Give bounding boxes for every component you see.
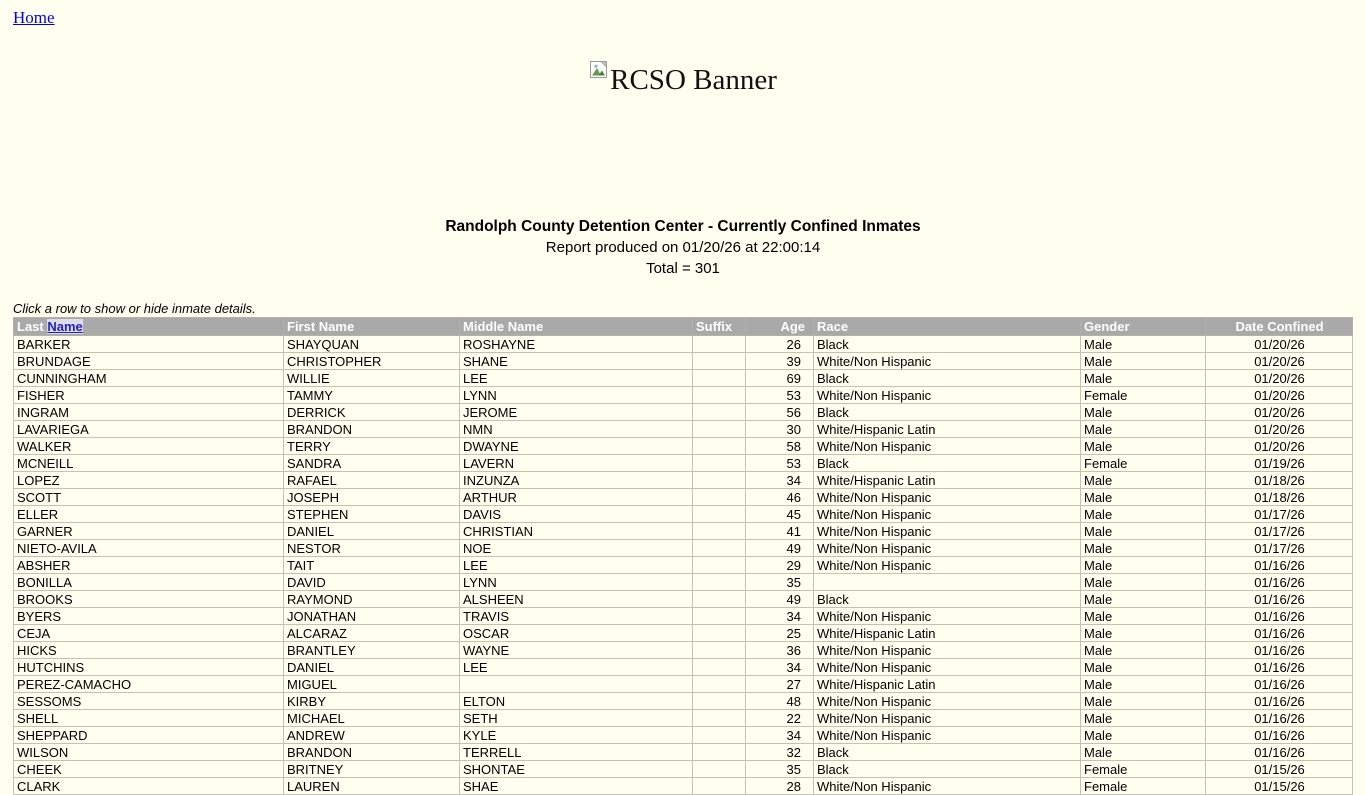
- cell-age: 34: [746, 659, 814, 676]
- cell-middle: LEE: [460, 557, 693, 574]
- table-row[interactable]: [14, 540, 1353, 557]
- cell-race: White/Non Hispanic: [814, 506, 1081, 523]
- cell-last: CUNNINGHAM: [14, 370, 284, 387]
- cell-race: White/Non Hispanic: [814, 557, 1081, 574]
- cell-last: GARNER: [14, 523, 284, 540]
- cell-middle: LAVERN: [460, 455, 693, 472]
- cell-last: SHELL: [14, 710, 284, 727]
- table-row[interactable]: [14, 472, 1353, 489]
- cell-date: 01/16/26: [1206, 727, 1353, 744]
- cell-age: 48: [746, 693, 814, 710]
- table-row[interactable]: [14, 591, 1353, 608]
- cell-last: PEREZ-CAMACHO: [14, 676, 284, 693]
- cell-race: White/Non Hispanic: [814, 540, 1081, 557]
- table-row[interactable]: [14, 574, 1353, 591]
- cell-gender: Male: [1081, 591, 1206, 608]
- cell-age: 28: [746, 778, 814, 795]
- cell-gender: Male: [1081, 676, 1206, 693]
- cell-middle: SHANE: [460, 353, 693, 370]
- cell-last: ELLER: [14, 506, 284, 523]
- cell-middle: SETH: [460, 710, 693, 727]
- cell-last: NIETO-AVILA: [14, 540, 284, 557]
- table-row[interactable]: [14, 523, 1353, 540]
- sort-by-name-link[interactable]: Name: [47, 319, 83, 334]
- cell-date: 01/15/26: [1206, 778, 1353, 795]
- cell-date: 01/20/26: [1206, 404, 1353, 421]
- cell-race: Black: [814, 744, 1081, 761]
- cell-first: DANIEL: [284, 523, 460, 540]
- cell-gender: Male: [1081, 438, 1206, 455]
- cell-date: 01/20/26: [1206, 336, 1353, 353]
- table-row[interactable]: [14, 744, 1353, 761]
- cell-middle: LEE: [460, 659, 693, 676]
- cell-race: White/Non Hispanic: [814, 608, 1081, 625]
- cell-race: White/Non Hispanic: [814, 438, 1081, 455]
- header-last-prefix: Last: [17, 319, 44, 334]
- row-click-instruction: Click a row to show or hide inmate details.: [13, 301, 256, 316]
- cell-middle: ELTON: [460, 693, 693, 710]
- cell-middle: LEE: [460, 370, 693, 387]
- cell-gender: Male: [1081, 574, 1206, 591]
- cell-date: 01/20/26: [1206, 438, 1353, 455]
- cell-date: 01/16/26: [1206, 574, 1353, 591]
- cell-race: Black: [814, 370, 1081, 387]
- cell-age: 69: [746, 370, 814, 387]
- cell-date: 01/16/26: [1206, 642, 1353, 659]
- cell-date: 01/16/26: [1206, 608, 1353, 625]
- cell-last: BRUNDAGE: [14, 353, 284, 370]
- cell-suffix: [693, 472, 746, 489]
- cell-gender: Male: [1081, 608, 1206, 625]
- cell-gender: Male: [1081, 693, 1206, 710]
- cell-last: SCOTT: [14, 489, 284, 506]
- inmate-table-body: [14, 336, 1353, 795]
- cell-last: HICKS: [14, 642, 284, 659]
- cell-suffix: [693, 676, 746, 693]
- header-race: Race: [814, 318, 1081, 336]
- table-row[interactable]: [14, 404, 1353, 421]
- cell-race: White/Hispanic Latin: [814, 421, 1081, 438]
- cell-gender: Male: [1081, 625, 1206, 642]
- cell-last: CEJA: [14, 625, 284, 642]
- cell-middle: KYLE: [460, 727, 693, 744]
- cell-date: 01/18/26: [1206, 489, 1353, 506]
- cell-race: Black: [814, 336, 1081, 353]
- cell-middle: WAYNE: [460, 642, 693, 659]
- cell-gender: Female: [1081, 778, 1206, 795]
- cell-age: 29: [746, 557, 814, 574]
- cell-age: 26: [746, 336, 814, 353]
- cell-last: LAVARIEGA: [14, 421, 284, 438]
- cell-age: 46: [746, 489, 814, 506]
- cell-first: MICHAEL: [284, 710, 460, 727]
- cell-age: 36: [746, 642, 814, 659]
- cell-first: KIRBY: [284, 693, 460, 710]
- cell-age: 56: [746, 404, 814, 421]
- cell-date: 01/20/26: [1206, 421, 1353, 438]
- cell-race: White/Hispanic Latin: [814, 625, 1081, 642]
- cell-first: DANIEL: [284, 659, 460, 676]
- cell-middle: DAVIS: [460, 506, 693, 523]
- table-row[interactable]: [14, 506, 1353, 523]
- cell-gender: Female: [1081, 761, 1206, 778]
- cell-middle: SHONTAE: [460, 761, 693, 778]
- cell-suffix: [693, 557, 746, 574]
- cell-first: ANDREW: [284, 727, 460, 744]
- banner-alt-text: RCSO Banner: [610, 64, 777, 96]
- cell-age: 25: [746, 625, 814, 642]
- cell-suffix: [693, 642, 746, 659]
- banner: [13, 64, 1353, 104]
- cell-last: LOPEZ: [14, 472, 284, 489]
- cell-suffix: [693, 404, 746, 421]
- title-block: [13, 216, 1353, 279]
- cell-age: 49: [746, 591, 814, 608]
- cell-age: 34: [746, 727, 814, 744]
- cell-age: 53: [746, 455, 814, 472]
- cell-suffix: [693, 540, 746, 557]
- cell-date: 01/16/26: [1206, 591, 1353, 608]
- cell-middle: OSCAR: [460, 625, 693, 642]
- header-date-confined: Date Confined: [1206, 318, 1353, 336]
- cell-first: TAMMY: [284, 387, 460, 404]
- header-age: Age: [746, 318, 814, 336]
- cell-gender: Male: [1081, 727, 1206, 744]
- cell-race: White/Hispanic Latin: [814, 676, 1081, 693]
- cell-date: 01/17/26: [1206, 540, 1353, 557]
- cell-first: BRANDON: [284, 744, 460, 761]
- table-header-row: [14, 318, 1353, 336]
- header-gender: Gender: [1081, 318, 1206, 336]
- cell-first: RAYMOND: [284, 591, 460, 608]
- cell-middle: CHRISTIAN: [460, 523, 693, 540]
- cell-middle: ARTHUR: [460, 489, 693, 506]
- cell-date: 01/20/26: [1206, 353, 1353, 370]
- cell-gender: Male: [1081, 523, 1206, 540]
- cell-gender: Female: [1081, 387, 1206, 404]
- cell-date: 01/16/26: [1206, 676, 1353, 693]
- cell-race: White/Non Hispanic: [814, 387, 1081, 404]
- cell-suffix: [693, 370, 746, 387]
- cell-middle: TRAVIS: [460, 608, 693, 625]
- cell-race: White/Non Hispanic: [814, 523, 1081, 540]
- cell-middle: DWAYNE: [460, 438, 693, 455]
- cell-first: STEPHEN: [284, 506, 460, 523]
- table-row[interactable]: [14, 710, 1353, 727]
- report-timestamp: Report produced on 01/20/26 at 22:00:14: [545, 239, 821, 256]
- cell-gender: Male: [1081, 489, 1206, 506]
- cell-gender: Male: [1081, 642, 1206, 659]
- cell-first: DERRICK: [284, 404, 460, 421]
- cell-first: TAIT: [284, 557, 460, 574]
- cell-age: 49: [746, 540, 814, 557]
- cell-first: WILLIE: [284, 370, 460, 387]
- cell-last: CLARK: [14, 778, 284, 795]
- cell-gender: Male: [1081, 336, 1206, 353]
- cell-last: BYERS: [14, 608, 284, 625]
- cell-middle: NMN: [460, 421, 693, 438]
- cell-race: Black: [814, 404, 1081, 421]
- cell-age: 45: [746, 506, 814, 523]
- cell-first: CHRISTOPHER: [284, 353, 460, 370]
- cell-first: BRANTLEY: [284, 642, 460, 659]
- cell-date: 01/16/26: [1206, 693, 1353, 710]
- cell-date: 01/16/26: [1206, 744, 1353, 761]
- cell-last: WALKER: [14, 438, 284, 455]
- cell-first: MIGUEL: [284, 676, 460, 693]
- cell-age: 34: [746, 608, 814, 625]
- cell-date: 01/17/26: [1206, 523, 1353, 540]
- cell-suffix: [693, 438, 746, 455]
- table-row[interactable]: [14, 336, 1353, 353]
- cell-gender: Male: [1081, 472, 1206, 489]
- cell-gender: Male: [1081, 557, 1206, 574]
- table-row[interactable]: [14, 455, 1353, 472]
- table-row[interactable]: [14, 387, 1353, 404]
- cell-last: INGRAM: [14, 404, 284, 421]
- cell-middle: INZUNZA: [460, 472, 693, 489]
- cell-race: White/Non Hispanic: [814, 642, 1081, 659]
- cell-last: BROOKS: [14, 591, 284, 608]
- cell-age: 27: [746, 676, 814, 693]
- cell-first: DAVID: [284, 574, 460, 591]
- cell-suffix: [693, 693, 746, 710]
- cell-suffix: [693, 727, 746, 744]
- cell-age: 53: [746, 387, 814, 404]
- cell-suffix: [693, 761, 746, 778]
- cell-last: MCNEILL: [14, 455, 284, 472]
- cell-age: 41: [746, 523, 814, 540]
- table-row[interactable]: [14, 489, 1353, 506]
- cell-suffix: [693, 608, 746, 625]
- header-suffix: Suffix: [693, 318, 746, 336]
- cell-suffix: [693, 625, 746, 642]
- table-row[interactable]: [14, 778, 1353, 795]
- cell-suffix: [693, 506, 746, 523]
- table-row[interactable]: [14, 625, 1353, 642]
- table-row[interactable]: [14, 642, 1353, 659]
- page-title: Randolph County Detention Center - Currently Confined Inmates: [445, 218, 921, 235]
- cell-last: BONILLA: [14, 574, 284, 591]
- cell-age: 22: [746, 710, 814, 727]
- cell-race: White/Non Hispanic: [814, 489, 1081, 506]
- table-row[interactable]: [14, 693, 1353, 710]
- cell-middle: ALSHEEN: [460, 591, 693, 608]
- cell-race: Black: [814, 455, 1081, 472]
- cell-age: 30: [746, 421, 814, 438]
- cell-first: SANDRA: [284, 455, 460, 472]
- table-row[interactable]: [14, 608, 1353, 625]
- table-row[interactable]: [14, 557, 1353, 574]
- table-row[interactable]: [14, 438, 1353, 455]
- cell-age: 35: [746, 761, 814, 778]
- cell-middle: NOE: [460, 540, 693, 557]
- cell-race: Black: [814, 591, 1081, 608]
- cell-suffix: [693, 659, 746, 676]
- cell-first: ALCARAZ: [284, 625, 460, 642]
- inmates-table: [13, 317, 1353, 795]
- cell-race: [814, 574, 1081, 591]
- cell-gender: Female: [1081, 455, 1206, 472]
- cell-first: SHAYQUAN: [284, 336, 460, 353]
- cell-date: 01/18/26: [1206, 472, 1353, 489]
- cell-first: BRITNEY: [284, 761, 460, 778]
- cell-suffix: [693, 574, 746, 591]
- broken-image-icon: [589, 55, 609, 88]
- cell-suffix: [693, 710, 746, 727]
- cell-suffix: [693, 421, 746, 438]
- cell-gender: Male: [1081, 370, 1206, 387]
- cell-gender: Male: [1081, 710, 1206, 727]
- cell-middle: LYNN: [460, 574, 693, 591]
- cell-first: BRANDON: [284, 421, 460, 438]
- cell-gender: Male: [1081, 659, 1206, 676]
- cell-suffix: [693, 778, 746, 795]
- cell-date: 01/16/26: [1206, 659, 1353, 676]
- table-row[interactable]: [14, 761, 1353, 778]
- cell-race: White/Non Hispanic: [814, 778, 1081, 795]
- home-link[interactable]: Home: [13, 8, 55, 27]
- table-row[interactable]: [14, 727, 1353, 744]
- header-middle-name: Middle Name: [460, 318, 693, 336]
- cell-suffix: [693, 387, 746, 404]
- cell-last: WILSON: [14, 744, 284, 761]
- cell-first: NESTOR: [284, 540, 460, 557]
- cell-suffix: [693, 591, 746, 608]
- header-first-name: First Name: [284, 318, 460, 336]
- cell-age: 58: [746, 438, 814, 455]
- cell-last: SESSOMS: [14, 693, 284, 710]
- table-row[interactable]: [14, 353, 1353, 370]
- cell-gender: Male: [1081, 404, 1206, 421]
- cell-suffix: [693, 336, 746, 353]
- cell-last: CHEEK: [14, 761, 284, 778]
- cell-first: TERRY: [284, 438, 460, 455]
- cell-middle: JEROME: [460, 404, 693, 421]
- header-last-name: [14, 318, 284, 336]
- cell-gender: Male: [1081, 744, 1206, 761]
- cell-suffix: [693, 353, 746, 370]
- cell-gender: Male: [1081, 540, 1206, 557]
- table-row[interactable]: [14, 370, 1353, 387]
- cell-date: 01/19/26: [1206, 455, 1353, 472]
- cell-suffix: [693, 523, 746, 540]
- cell-middle: [460, 676, 693, 693]
- total-count: Total = 301: [646, 260, 720, 277]
- cell-gender: Male: [1081, 506, 1206, 523]
- cell-age: 32: [746, 744, 814, 761]
- cell-middle: ROSHAYNE: [460, 336, 693, 353]
- cell-age: 35: [746, 574, 814, 591]
- cell-last: FISHER: [14, 387, 284, 404]
- cell-race: White/Non Hispanic: [814, 710, 1081, 727]
- banner-broken-image: [589, 64, 777, 96]
- cell-date: 01/16/26: [1206, 625, 1353, 642]
- cell-suffix: [693, 489, 746, 506]
- cell-middle: SHAE: [460, 778, 693, 795]
- cell-first: RAFAEL: [284, 472, 460, 489]
- cell-suffix: [693, 744, 746, 761]
- cell-first: JONATHAN: [284, 608, 460, 625]
- cell-race: White/Hispanic Latin: [814, 472, 1081, 489]
- cell-date: 01/17/26: [1206, 506, 1353, 523]
- cell-race: White/Non Hispanic: [814, 693, 1081, 710]
- cell-date: 01/15/26: [1206, 761, 1353, 778]
- cell-last: ABSHER: [14, 557, 284, 574]
- cell-first: LAUREN: [284, 778, 460, 795]
- cell-last: BARKER: [14, 336, 284, 353]
- cell-middle: LYNN: [460, 387, 693, 404]
- cell-first: JOSEPH: [284, 489, 460, 506]
- cell-race: White/Non Hispanic: [814, 659, 1081, 676]
- cell-suffix: [693, 455, 746, 472]
- table-row[interactable]: [14, 676, 1353, 693]
- cell-date: 01/20/26: [1206, 387, 1353, 404]
- cell-date: 01/16/26: [1206, 557, 1353, 574]
- cell-race: White/Non Hispanic: [814, 353, 1081, 370]
- cell-date: 01/16/26: [1206, 710, 1353, 727]
- cell-date: 01/20/26: [1206, 370, 1353, 387]
- cell-race: White/Non Hispanic: [814, 727, 1081, 744]
- cell-last: SHEPPARD: [14, 727, 284, 744]
- table-row[interactable]: [14, 659, 1353, 676]
- table-row[interactable]: [14, 421, 1353, 438]
- cell-race: Black: [814, 761, 1081, 778]
- cell-age: 34: [746, 472, 814, 489]
- cell-age: 39: [746, 353, 814, 370]
- cell-gender: Male: [1081, 353, 1206, 370]
- cell-middle: TERRELL: [460, 744, 693, 761]
- cell-gender: Male: [1081, 421, 1206, 438]
- cell-last: HUTCHINS: [14, 659, 284, 676]
